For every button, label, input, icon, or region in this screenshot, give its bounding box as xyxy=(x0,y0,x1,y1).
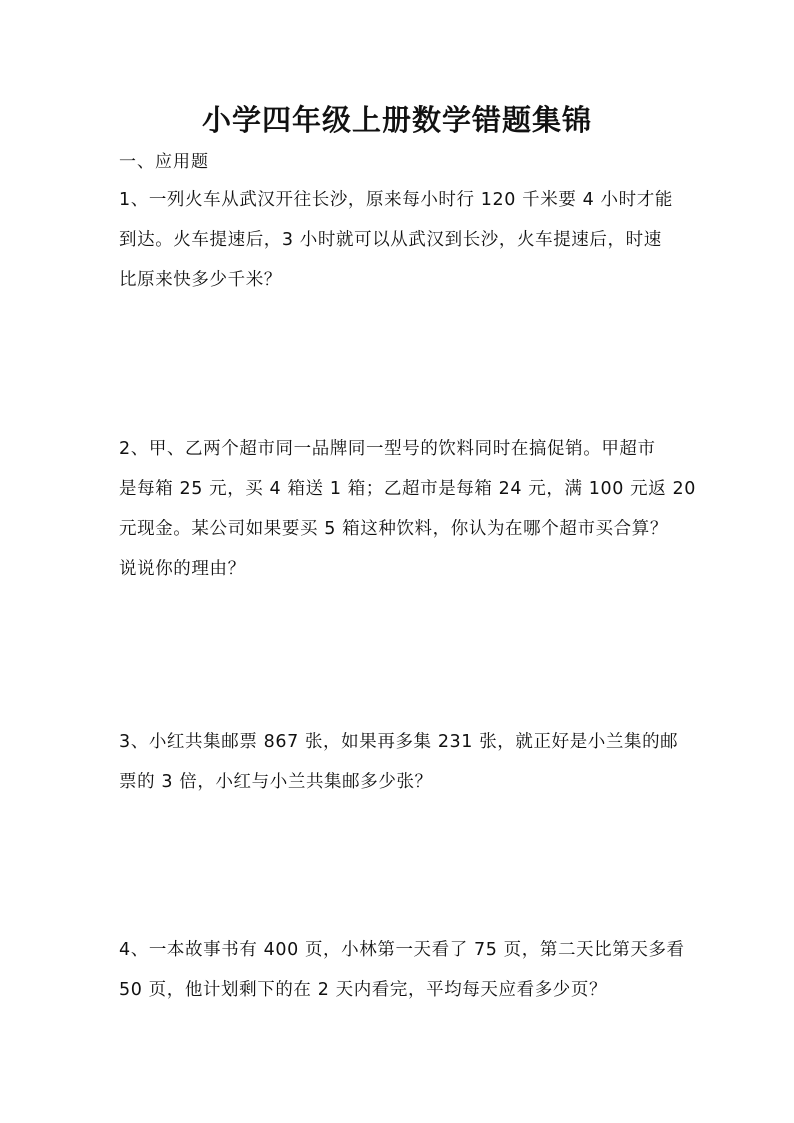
question-line: 元现金。某公司如果要买 5 箱这种饮料，你认为在哪个超市买合算？ xyxy=(119,519,668,539)
question-line: 说说你的理由？ xyxy=(119,559,246,579)
section-heading: 一、应用题 xyxy=(119,152,209,172)
question-line: 是每箱 25 元，买 4 箱送 1 箱；乙超市是每箱 24 元，满 100 元返 20 xyxy=(119,479,696,499)
question-line: 票的 3 倍，小红与小兰共集邮多少张？ xyxy=(119,772,433,792)
question-3 xyxy=(119,722,679,802)
question-line: 2、甲、乙两个超市同一品牌同一型号的饮料同时在搞促销。甲超市 xyxy=(119,439,656,459)
question-1 xyxy=(119,180,679,300)
question-line: 比原来快多少千米？ xyxy=(119,270,282,290)
question-line: 到达。火车提速后，3 小时就可以从武汉到长沙，火车提速后，时速 xyxy=(119,230,662,250)
page-title: 小学四年级上册数学错题集锦 xyxy=(201,103,592,137)
question-line: 3、小红共集邮票 867 张，如果再多集 231 张，就正好是小兰集的邮 xyxy=(119,732,679,752)
question-4 xyxy=(119,930,685,1010)
question-line: 50 页，他计划剩下的在 2 天内看完，平均每天应看多少页？ xyxy=(119,980,608,1000)
question-2 xyxy=(119,429,696,589)
question-line: 4、一本故事书有 400 页，小林第一天看了 75 页，第二天比第天多看 xyxy=(119,940,685,960)
question-line: 1、一列火车从武汉开往长沙，原来每小时行 120 千米要 4 小时才能 xyxy=(119,190,673,210)
